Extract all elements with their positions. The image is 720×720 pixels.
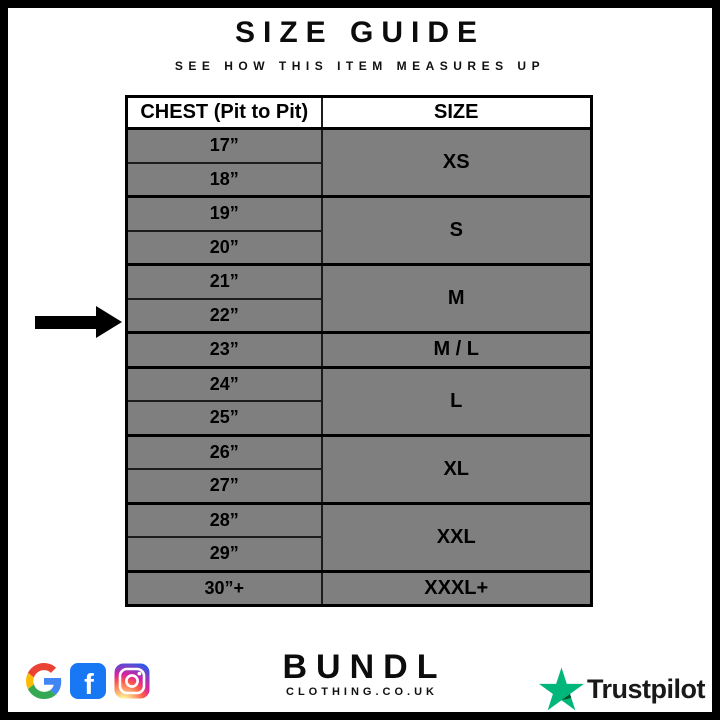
trustpilot-star-icon [539, 667, 584, 711]
chest-cell-25: 25” [127, 401, 322, 435]
arrow-right-icon [35, 306, 122, 338]
table-row [127, 129, 592, 163]
size-cell-xs: XS [322, 129, 592, 197]
chest-cell-17: 17” [127, 129, 322, 163]
size-cell-m-highlighted: M [322, 265, 592, 333]
size-cell-xxxlplus: XXXL+ [322, 571, 592, 606]
table-row [127, 197, 592, 231]
page-subtitle: SEE HOW THIS ITEM MEASURES UP [174, 59, 546, 73]
arrow-shaft [35, 316, 99, 329]
table-row [127, 503, 592, 537]
column-header-size: SIZE [322, 97, 592, 129]
chest-cell-26: 26” [127, 435, 322, 469]
trustpilot-logo[interactable] [539, 667, 705, 711]
size-cell-l: L [322, 367, 592, 435]
chest-cell-22-highlighted: 22” [127, 299, 322, 333]
column-header-chest: CHEST (Pit to Pit) [127, 97, 322, 129]
brand-name: BUNDL [282, 648, 447, 686]
size-cell-xxl: XXL [322, 503, 592, 571]
chest-cell-19: 19” [127, 197, 322, 231]
chest-cell-29: 29” [127, 537, 322, 571]
chest-cell-18: 18” [127, 163, 322, 197]
table-row [127, 435, 592, 469]
chest-cell-23: 23” [127, 333, 322, 368]
facebook-f-glyph: f [84, 668, 94, 699]
size-cell-s: S [322, 197, 592, 265]
table-header-row [127, 97, 592, 129]
table-row [127, 265, 592, 299]
table-row [127, 333, 592, 368]
table-row [127, 571, 592, 606]
chest-cell-27: 27” [127, 469, 322, 503]
size-cell-xl: XL [322, 435, 592, 503]
table-row [127, 367, 592, 401]
chest-cell-21: 21” [127, 265, 322, 299]
chest-cell-20: 20” [127, 231, 322, 265]
size-cell-m-l: M / L [322, 333, 592, 368]
brand-domain: CLOTHING.CO.UK [286, 686, 438, 698]
arrow-head [96, 306, 122, 338]
page-title: SIZE GUIDE [234, 16, 486, 49]
chest-cell-28: 28” [127, 503, 322, 537]
chest-cell-30plus: 30”+ [127, 571, 322, 606]
chest-cell-24: 24” [127, 367, 322, 401]
trustpilot-label: Trustpilot [587, 674, 705, 704]
size-table [125, 95, 593, 607]
